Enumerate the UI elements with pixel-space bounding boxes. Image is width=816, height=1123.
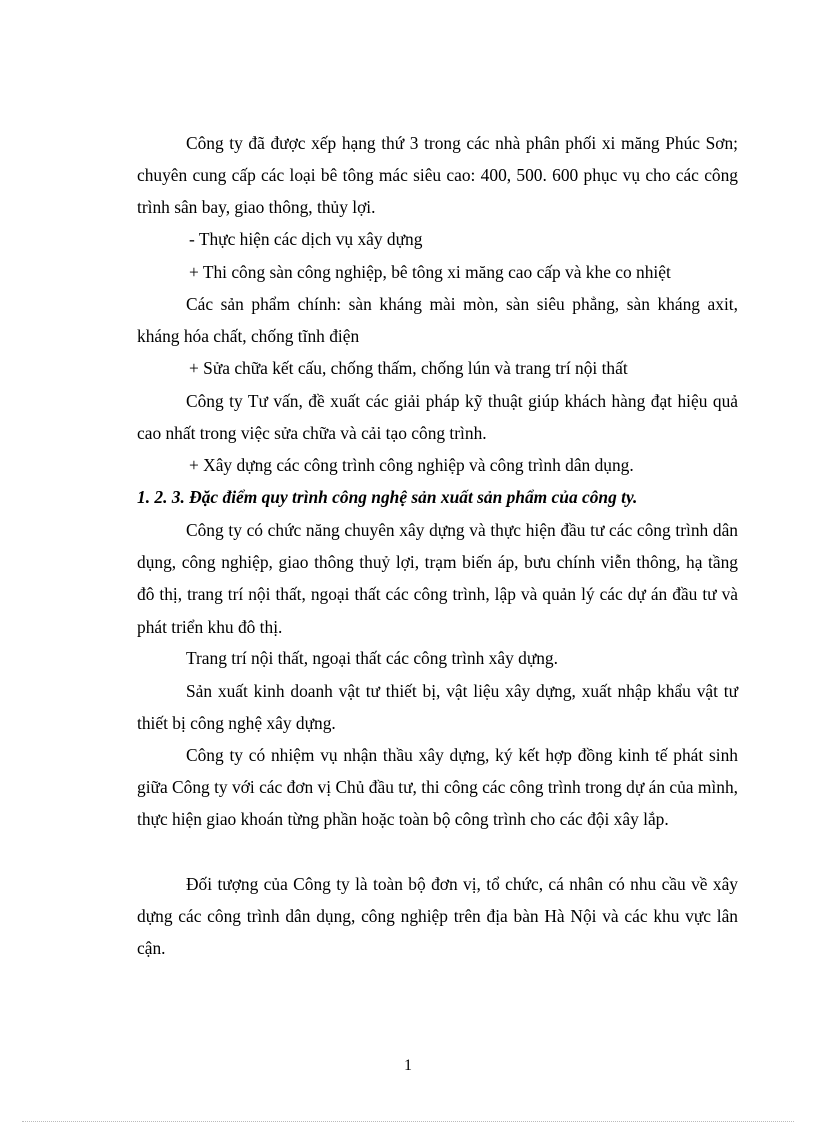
paragraph-main-products: Các sản phẩm chính: sàn kháng mài mòn, sàn siêu phẳng, sàn kháng axit, kháng hóa chất, chống tĩnh điện bbox=[137, 294, 738, 347]
list-item-construction-services: - Thực hiện các dịch vụ xây dựng bbox=[189, 229, 423, 249]
page-bottom-divider bbox=[22, 1121, 794, 1122]
list-item-industrial-flooring: + Thi công sàn công nghiệp, bê tông xi măng cao cấp và khe co nhiệt bbox=[189, 262, 671, 282]
paragraph-company-functions: Công ty có chức năng chuyên xây dựng và thực hiện đầu tư các công trình dân dụng, công nghiệp, giao thông thuỷ lợi, trạm biến áp, bưu chính viễn thông, hạ tầng đô thị, trang trí nội thất, ngoại thất các công trình, lập và quản lý các dự án đầu tư và phát triển khu đô thị. bbox=[137, 520, 738, 637]
paragraph-materials-trading: Sản xuất kinh doanh vật tư thiết bị, vật liệu xây dựng, xuất nhập khẩu vật tư thiết bị công nghệ xây dựng. bbox=[137, 681, 738, 734]
paragraph-consulting: Công ty Tư vấn, đề xuất các giải pháp kỹ thuật giúp khách hàng đạt hiệu quả cao nhất trong việc sửa chữa và cải tạo công trình. bbox=[137, 391, 738, 444]
paragraph-company-duties: Công ty có nhiệm vụ nhận thầu xây dựng, ký kết hợp đồng kinh tế phát sinh giữa Công ty với các đơn vị Chủ đầu tư, thi công các công trình trong dự án của mình, thực hiện giao khoán từng phần hoặc toàn bộ công trình cho các đội xây lắp. bbox=[137, 745, 738, 830]
list-item-structural-repair: + Sửa chữa kết cấu, chống thấm, chống lún và trang trí nội thất bbox=[189, 358, 628, 378]
paragraph-interior-decoration: Trang trí nội thất, ngoại thất các công trình xây dựng. bbox=[186, 648, 558, 668]
paragraph-distribution-ranking: Công ty đã được xếp hạng thứ 3 trong các nhà phân phối xi măng Phúc Sơn; chuyên cung cấp các loại bê tông mác siêu cao: 400, 500. 600 phục vụ cho các công trình sân bay, giao thông, thủy lợi. bbox=[137, 133, 738, 218]
paragraph-target-customers: Đối tượng của Công ty là toàn bộ đơn vị, tổ chức, cá nhân có nhu cầu về xây dựng các công trình dân dụng, công nghiệp trên địa bàn Hà Nội và các khu vực lân cận. bbox=[137, 874, 738, 959]
list-item-building-construction: + Xây dựng các công trình công nghiệp và công trình dân dụng. bbox=[189, 455, 634, 475]
section-heading: 1. 2. 3. Đặc điểm quy trình công nghệ sản xuất sản phẩm của công ty. bbox=[137, 487, 638, 507]
page-number: 1 bbox=[404, 1057, 412, 1074]
